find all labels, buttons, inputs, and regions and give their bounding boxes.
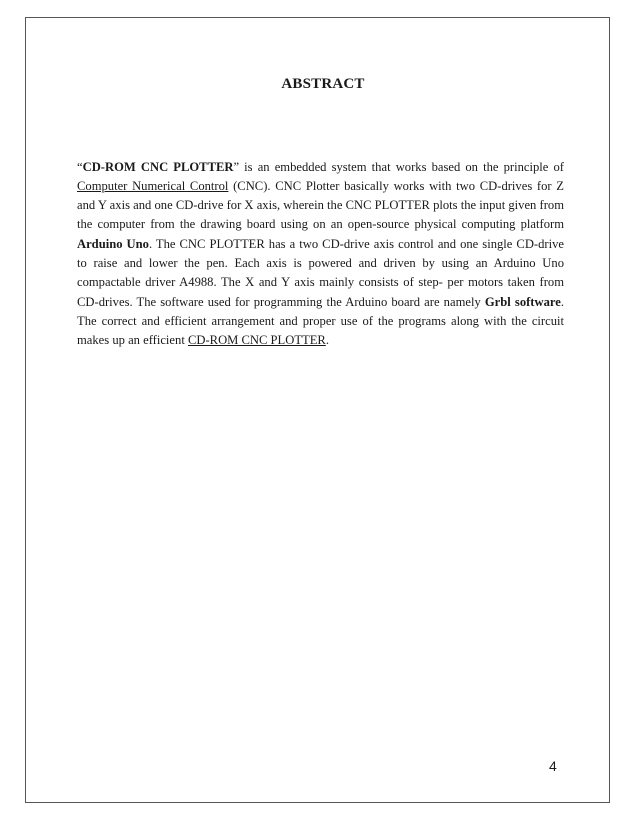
page-title: ABSTRACT xyxy=(281,76,365,92)
text-segment-5: . xyxy=(325,333,329,348)
open-quote: “ xyxy=(77,159,83,174)
text-segment-2: (CNC). CNC Plotter basically works with two CD-drives for Z and Y axis and one CD-drive for X axis, wherein the CNC PLOTTER plots the input given from the computer from the drawing board using on an open-source physical computing platform xyxy=(77,178,564,232)
software-name: Grbl software xyxy=(484,294,561,309)
platform-name: Arduino Uno xyxy=(77,236,149,251)
text-segment-3: . The CNC PLOTTER has a two CD-drive axis control and one single CD-drive to raise and lower the pen. Each axis is powered and driven by using an Arduino Uno compactable driver A4988. The X and Y axis mainly consists of step- per motors taken from CD-drives. The software used for programming the Arduino board are namely xyxy=(77,236,564,309)
cnc-term: Computer Numerical Control xyxy=(77,178,229,193)
abstract-paragraph xyxy=(77,158,564,351)
project-name: CD-ROM CNC PLOTTER xyxy=(82,159,234,174)
text-segment-1: ” is an embedded system that works based on the principle of xyxy=(233,159,564,174)
text-segment-4: . The correct and efficient arrangement and proper use of the programs along with the circuit makes up an efficient xyxy=(77,294,564,348)
closing-project-name: CD-ROM CNC PLOTTER xyxy=(187,333,326,348)
page-border xyxy=(25,17,610,803)
page-number: 4 xyxy=(549,758,557,774)
